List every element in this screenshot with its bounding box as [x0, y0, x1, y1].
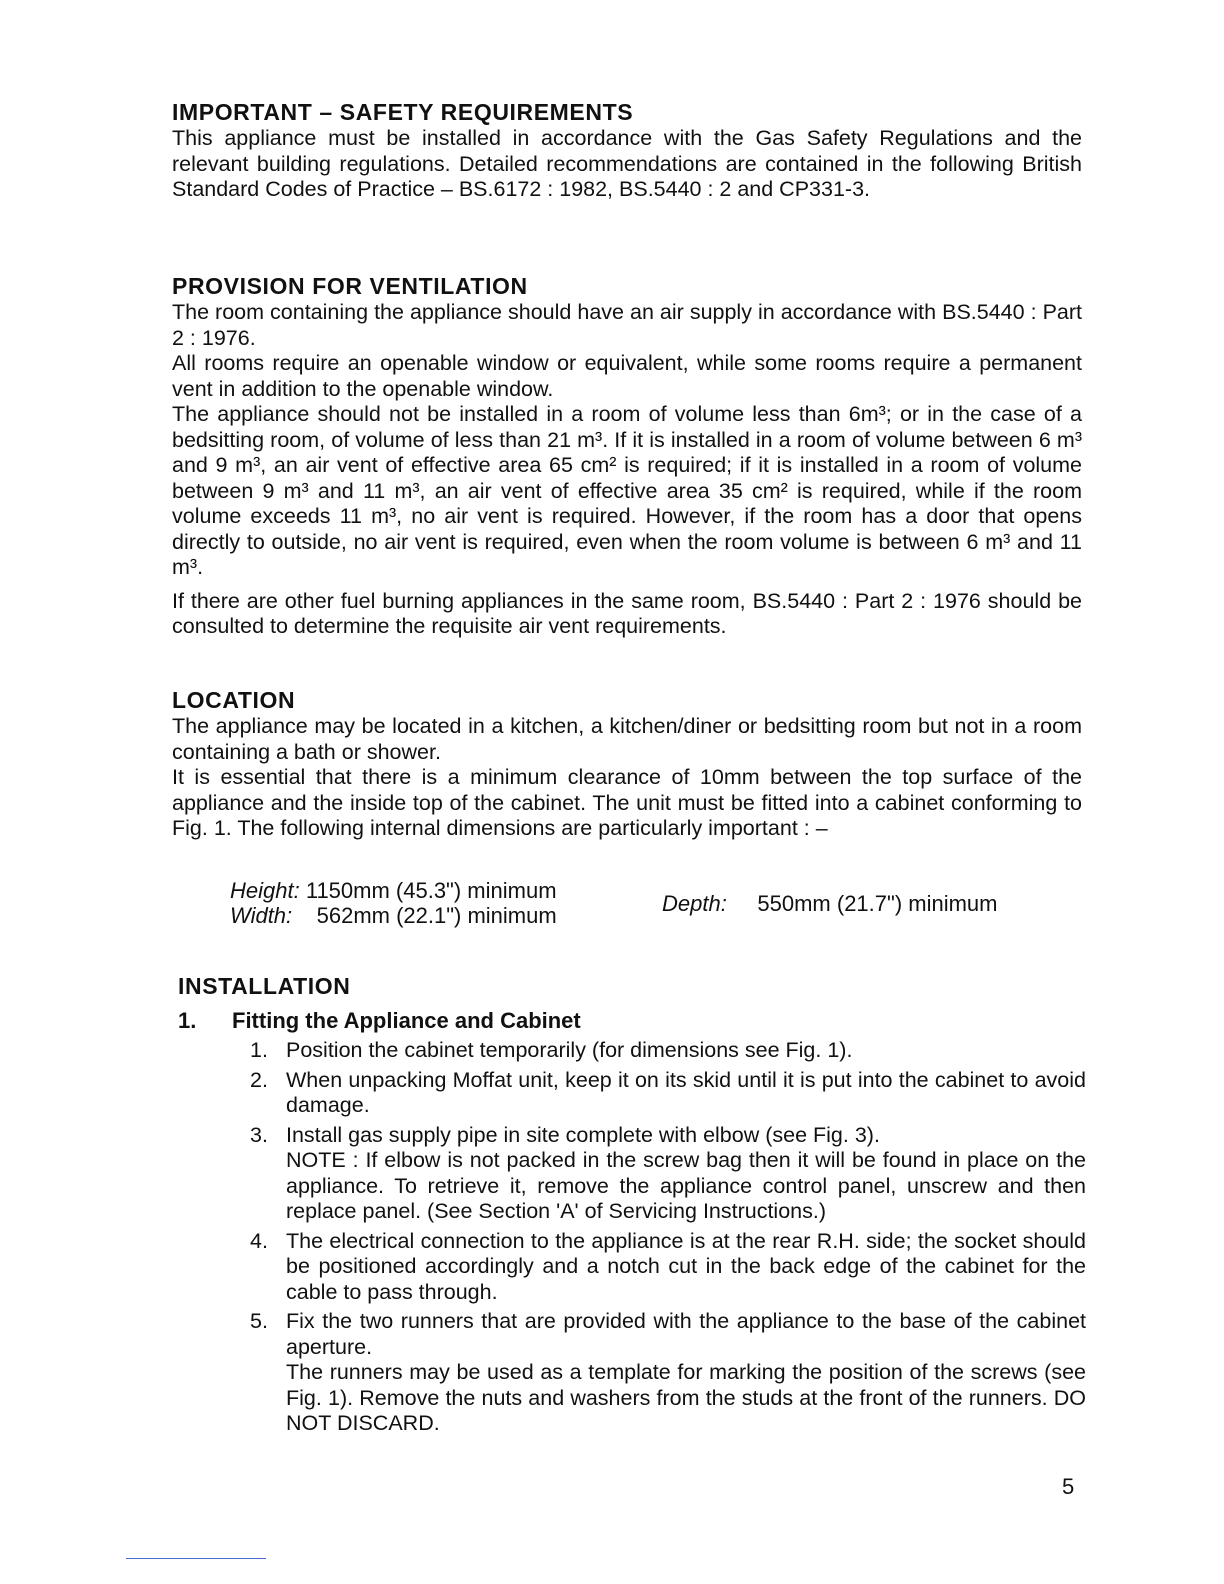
step-text: Install gas supply pipe in site complete with elbow (see Fig. 3).	[286, 1122, 880, 1147]
step-note: NOTE : If elbow is not packed in the screw bag then it will be found in place on the appliance. To retrieve it, remove the appliance control panel, unscrew and then replace panel. (See Section 'A' of Servicing Instructions.)	[286, 1148, 1086, 1223]
footer-rule	[126, 1558, 266, 1559]
safety-heading: IMPORTANT – SAFETY REQUIREMENTS	[172, 99, 634, 125]
subheading-number: 1.	[178, 1008, 197, 1033]
step-text: Position the cabinet temporarily (for dimensions see Fig. 1).	[286, 1038, 853, 1062]
dimensions-block	[230, 878, 1090, 938]
ventilation-paragraph-4: If there are other fuel burning appliances in the same room, BS.5440 : Part 2 : 1976 should be consulted to determine the requisite air vent requirements.	[172, 588, 1082, 638]
page-number: 5	[1062, 1474, 1075, 1499]
depth-value: 550mm (21.7") minimum	[757, 891, 998, 916]
installation-steps	[178, 1038, 1086, 1437]
list-item	[178, 1038, 1086, 1064]
step-text: The electrical connection to the appliance is at the rear R.H. side; the socket should be positioned accordingly and a notch cut in the back edge of the cabinet for the cable to pass through.	[286, 1228, 1086, 1304]
ventilation-paragraph-2: All rooms require an openable window or equivalent, while some rooms require a permanent vent in addition to the openable window.	[172, 351, 1082, 401]
installation-subheading	[178, 1008, 1086, 1034]
step-number: 5.	[250, 1309, 268, 1333]
list-item	[178, 1309, 1086, 1437]
list-item	[178, 1229, 1086, 1306]
width-label: Width:	[230, 903, 293, 928]
ventilation-heading: PROVISION FOR VENTILATION	[172, 273, 528, 299]
step-text: When unpacking Moffat unit, keep it on its skid until it is put into the cabinet to avoid damage.	[286, 1067, 1086, 1117]
ventilation-paragraph-3: The appliance should not be installed in a room of volume less than 6m³; or in the case of a bedsitting room, of volume of less than 21 m³. If it is installed in a room of volume between 6 m³ and 9 m³, an air vent of effective area 65 cm² is required; if it is installed in a room of volume between 9 m³ and 11 m³, an air vent of effective area 35 cm² is required, while if the room volume exceeds 11 m³, no air vent is required. However, if the room has a door that opens directly to outside, no air vent is required, even when the room volume is between 6 m³ and 11 m³.	[172, 402, 1082, 579]
location-paragraph-1: The appliance may be located in a kitchen, a kitchen/diner or bedsitting room but not in a room containing a bath or shower.	[172, 714, 1082, 764]
list-item	[178, 1123, 1086, 1225]
safety-section	[172, 98, 1082, 203]
location-heading: LOCATION	[172, 687, 296, 713]
step-note: The runners may be used as a template for marking the position of the screws (see Fig. 1). Remove the nuts and washers from the studs at the front of the runners. DO NOT DISCARD.	[286, 1360, 1086, 1435]
step-number: 4.	[250, 1228, 268, 1253]
location-paragraph-2: It is essential that there is a minimum clearance of 10mm between the top surface of the appliance and the inside top of the cabinet. The unit must be fitted into a cabinet conforming to Fig. 1. The following internal dimensions are particularly important : –	[172, 765, 1082, 840]
depth-label: Depth:	[662, 891, 727, 916]
width-value: 562mm (22.1") minimum	[316, 903, 557, 928]
height-value: 1150mm (45.3") minimum	[305, 878, 557, 903]
step-text: Fix the two runners that are provided with the appliance to the base of the cabinet aperture.	[286, 1309, 1086, 1359]
width-row	[230, 903, 557, 929]
depth-row	[662, 891, 997, 917]
step-number: 2.	[250, 1067, 268, 1092]
step-number: 1.	[250, 1038, 268, 1062]
ventilation-section	[172, 272, 1082, 640]
height-row	[230, 878, 557, 904]
location-section	[172, 686, 1082, 842]
installation-heading: INSTALLATION	[178, 973, 351, 999]
height-label: Height:	[230, 878, 300, 903]
installation-section	[178, 972, 1086, 1441]
safety-body: This appliance must be installed in accordance with the Gas Safety Regulations and the relevant building regulations. Detailed recommendations are contained in the following British Standard Codes of Practice – BS.6172 : 1982, BS.5440 : 2 and CP331-3.	[172, 126, 1082, 201]
step-number: 3.	[250, 1122, 268, 1147]
ventilation-paragraph-1: The room containing the appliance should have an air supply in accordance with BS.5440 : Part 2 : 1976.	[172, 300, 1082, 350]
subheading-title: Fitting the Appliance and Cabinet	[232, 1008, 581, 1033]
list-item	[178, 1068, 1086, 1119]
